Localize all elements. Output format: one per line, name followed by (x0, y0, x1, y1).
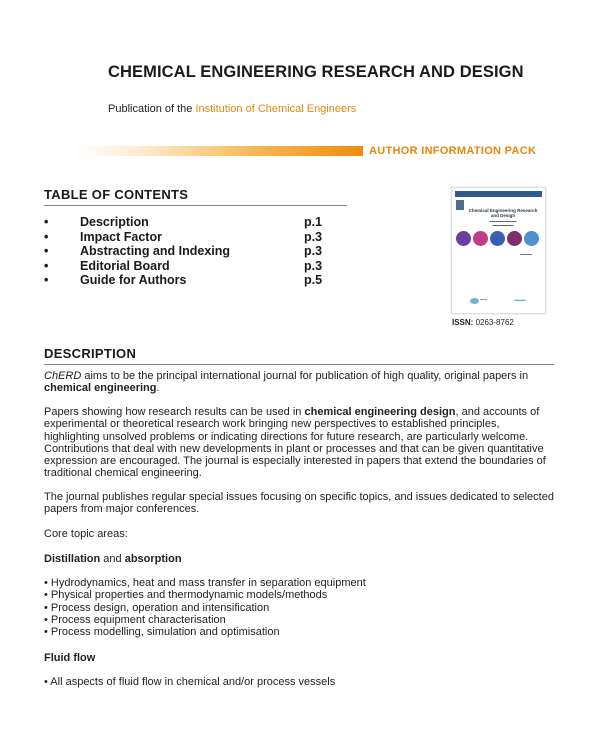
issn-value: 0263-8762 (475, 318, 514, 327)
list-item: • Process equipment characterisation (44, 613, 226, 626)
toc-item-editorial-board[interactable] (44, 259, 334, 274)
p1-text: aims to be the principal international journal for publication of high quality, original papers in (81, 370, 529, 382)
topic2-bold: Fluid flow (44, 652, 96, 664)
cover-disc (456, 231, 471, 246)
topic-distillation-heading (44, 553, 556, 565)
toc-item-impact-factor[interactable] (44, 230, 334, 245)
toc-item-label: Guide for Authors (80, 273, 187, 287)
list-item: • Hydrodynamics, heat and mass transfer in separation equipment (44, 577, 366, 589)
cover-discs (456, 231, 542, 248)
cover-small-text: ▬▬▬▬ (520, 252, 532, 256)
p2-start: Papers showing how research results can be used in (44, 406, 305, 418)
list-item: • Process design, operation and intensification (44, 601, 270, 614)
p2-bold: chemical engineering design (304, 406, 456, 418)
topic1-bold1: Distillation (44, 553, 101, 565)
topic1-and: and (100, 553, 125, 565)
cover-disc (473, 231, 488, 246)
description-paragraph-3: The journal publishes regular special issues focusing on specific topics, and issues dedicated to selected papers from major conferences. (44, 491, 554, 516)
p2-rest: , and accounts of experimental or theoretical research work bringing new perspectives to established principles, highlighting unsolved problems or indicating directions for future research, are particularly welcome. Contributions that deal with new developments in plant or processes and that can be given quantitative expression are encouraged. The journal is especially interested in papers that extend the boundaries of traditional chemical engineering. (44, 406, 546, 480)
cover-disc (490, 231, 505, 246)
bullet-icon: • (44, 215, 49, 229)
description-heading: DESCRIPTION (44, 346, 137, 361)
description-divider (44, 364, 554, 365)
description-paragraph-2 (44, 406, 556, 480)
toc-item-guide-for-authors[interactable] (44, 273, 334, 288)
list-item: • Process modelling, simulation and optimisation (44, 626, 280, 639)
toc-item-label: Abstracting and Indexing (80, 244, 231, 258)
bullet-icon: • (44, 273, 49, 287)
description-paragraph-1 (44, 370, 556, 395)
cover-disc (524, 231, 539, 246)
topic1-bold2: absorption (124, 553, 182, 565)
orange-gradient-bar (80, 146, 363, 156)
elsevier-logo-icon (456, 200, 464, 210)
cover-title: Chemical Engineering Research and Design (468, 208, 538, 218)
toc-item-page: p.1 (304, 215, 323, 229)
cherd-abbr: ChERD (44, 370, 82, 382)
p1-bold: chemical engineering (44, 382, 157, 395)
publication-line (108, 103, 356, 115)
toc-item-page: p.5 (304, 273, 323, 287)
cover-subtitle-lines: ▬▬▬▬▬▬▬▬▬ ▬▬▬▬▬▬▬ (489, 219, 517, 227)
issn-label: ISSN: (452, 318, 474, 327)
toc-heading: TABLE OF CONTENTS (44, 187, 189, 202)
toc-item-label: Impact Factor (80, 229, 162, 244)
chemeng-logo-icon: ▬▬▬ (514, 297, 526, 302)
cover-disc (507, 231, 522, 246)
topic-fluid-flow-heading (44, 652, 556, 664)
topic-fluid-flow-list (44, 676, 556, 688)
institution-link[interactable]: Institution of Chemical Engineers (195, 103, 357, 115)
toc-item-page: p.3 (304, 244, 323, 258)
toc-item-label: Description (80, 215, 149, 229)
bullet-icon: • (44, 229, 49, 244)
journal-title: CHEMICAL ENGINEERING RESEARCH AND DESIGN (108, 63, 524, 81)
toc-item-label: Editorial Board (80, 258, 170, 273)
bullet-icon: • (44, 258, 49, 273)
toc-divider (44, 205, 347, 206)
toc-item-page: p.3 (304, 258, 323, 273)
icheme-logo-icon (470, 298, 479, 304)
cover-bottom-text: ▬▬ (480, 297, 487, 301)
core-topics-label: Core topic areas: (44, 528, 128, 540)
cover-top-band (455, 191, 542, 197)
toc-list (44, 215, 334, 288)
list-item: • All aspects of fluid flow in chemical and/or process vessels (44, 676, 336, 688)
bullet-icon: • (44, 244, 49, 258)
issn (452, 318, 514, 327)
publication-prefix: Publication of the (108, 103, 196, 115)
toc-item-page: p.3 (304, 229, 323, 244)
p1-end: . (156, 382, 160, 395)
journal-cover-image (451, 187, 546, 314)
topic-distillation-list (44, 577, 556, 638)
list-item: • Physical properties and thermodynamic models/methods (44, 589, 328, 602)
toc-item-abstracting[interactable] (44, 244, 334, 259)
toc-item-description[interactable] (44, 215, 334, 230)
author-info-pack-label: AUTHOR INFORMATION PACK (369, 145, 537, 157)
